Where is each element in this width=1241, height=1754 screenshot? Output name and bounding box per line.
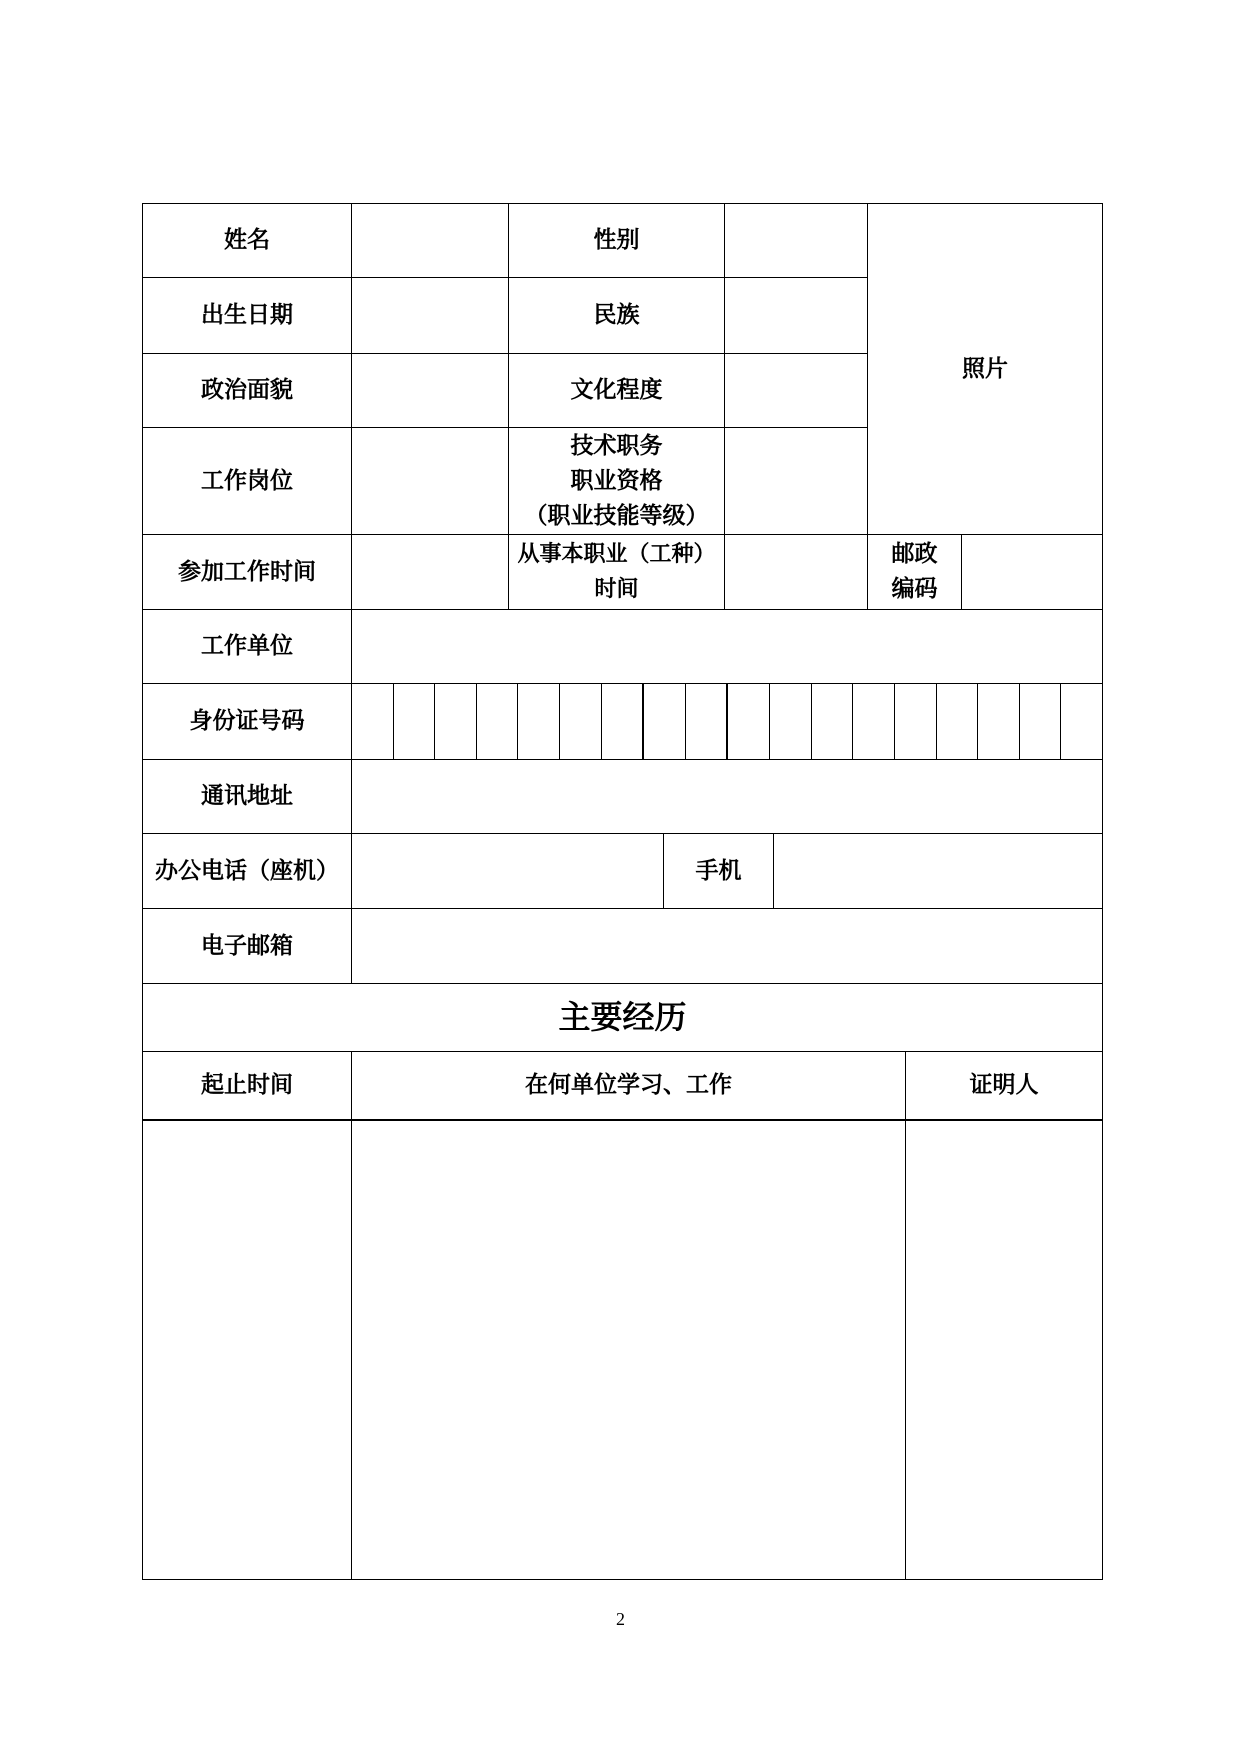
qualification-label-line: （职业技能等级） <box>524 502 709 529</box>
name-field[interactable] <box>352 204 509 278</box>
experience-organization-field[interactable] <box>352 1121 906 1580</box>
office-phone-label: 办公电话（座机） <box>143 834 352 909</box>
id-digit-cell[interactable] <box>518 684 560 759</box>
postcode-label-line: 编码 <box>891 576 938 602</box>
registration-form-table <box>142 203 1103 1580</box>
experience-period-header: 起止时间 <box>143 1052 352 1121</box>
experience-section-title: 主要经历 <box>143 984 1103 1052</box>
qualification-label <box>509 428 725 535</box>
ethnicity-field[interactable] <box>725 278 868 354</box>
photo-label: 照片 <box>962 355 1008 382</box>
page-number: 2 <box>616 1609 625 1629</box>
postcode-label <box>868 535 962 610</box>
id-digit-cell[interactable] <box>352 684 394 759</box>
work-start-label: 参加工作时间 <box>143 535 352 610</box>
address-field[interactable] <box>352 760 1103 834</box>
id-digit-cell[interactable] <box>728 684 770 759</box>
address-label: 通讯地址 <box>143 760 352 834</box>
email-field[interactable] <box>352 909 1103 984</box>
email-label: 电子邮箱 <box>143 909 352 984</box>
id-number-label: 身份证号码 <box>143 684 352 760</box>
employer-field[interactable] <box>352 610 1103 684</box>
work-start-field[interactable] <box>352 535 509 610</box>
job-post-label: 工作岗位 <box>143 428 352 535</box>
job-post-field[interactable] <box>352 428 509 535</box>
office-phone-field[interactable] <box>352 834 664 909</box>
experience-organization-header: 在何单位学习、工作 <box>352 1052 906 1121</box>
experience-period-field[interactable] <box>143 1121 352 1580</box>
political-status-field[interactable] <box>352 354 509 428</box>
qualification-label-line: 职业资格 <box>570 467 663 494</box>
photo-box[interactable] <box>868 204 1103 535</box>
id-digit-cell[interactable] <box>812 684 854 759</box>
id-digit-cell[interactable] <box>435 684 477 759</box>
id-digit-cell[interactable] <box>853 684 895 759</box>
id-number-field <box>352 684 1103 760</box>
id-digit-cell[interactable] <box>895 684 937 759</box>
occupation-time-field[interactable] <box>725 535 868 610</box>
occupation-time-label <box>509 535 725 610</box>
experience-witness-field[interactable] <box>906 1121 1103 1580</box>
birth-date-field[interactable] <box>352 278 509 354</box>
political-status-label: 政治面貌 <box>143 354 352 428</box>
id-digit-cell[interactable] <box>1020 684 1062 759</box>
occupation-time-label-line: 从事本职业（工种） <box>517 542 716 567</box>
name-label: 姓名 <box>143 204 352 278</box>
id-digit-cell[interactable] <box>937 684 979 759</box>
id-digit-cell[interactable] <box>394 684 436 759</box>
id-digit-cell[interactable] <box>477 684 519 759</box>
birth-date-label: 出生日期 <box>143 278 352 354</box>
mobile-field[interactable] <box>774 834 1103 909</box>
ethnicity-label: 民族 <box>509 278 725 354</box>
id-digit-cell[interactable] <box>978 684 1020 759</box>
id-digit-cell[interactable] <box>770 684 812 759</box>
qualification-label-line: 技术职务 <box>570 432 663 459</box>
mobile-label: 手机 <box>664 834 774 909</box>
occupation-time-label-line: 时间 <box>594 577 639 602</box>
education-label: 文化程度 <box>509 354 725 428</box>
postcode-label-line: 邮政 <box>891 541 938 567</box>
id-digit-cell[interactable] <box>602 684 645 759</box>
gender-label: 性别 <box>509 204 725 278</box>
id-digit-cell[interactable] <box>644 684 686 759</box>
id-digit-cell[interactable] <box>686 684 729 759</box>
education-field[interactable] <box>725 354 868 428</box>
gender-field[interactable] <box>725 204 868 278</box>
employer-label: 工作单位 <box>143 610 352 684</box>
id-digit-cell[interactable] <box>1061 684 1103 759</box>
id-digit-cell[interactable] <box>560 684 602 759</box>
qualification-field[interactable] <box>725 428 868 535</box>
experience-witness-header: 证明人 <box>906 1052 1103 1121</box>
postcode-field[interactable] <box>962 535 1103 610</box>
